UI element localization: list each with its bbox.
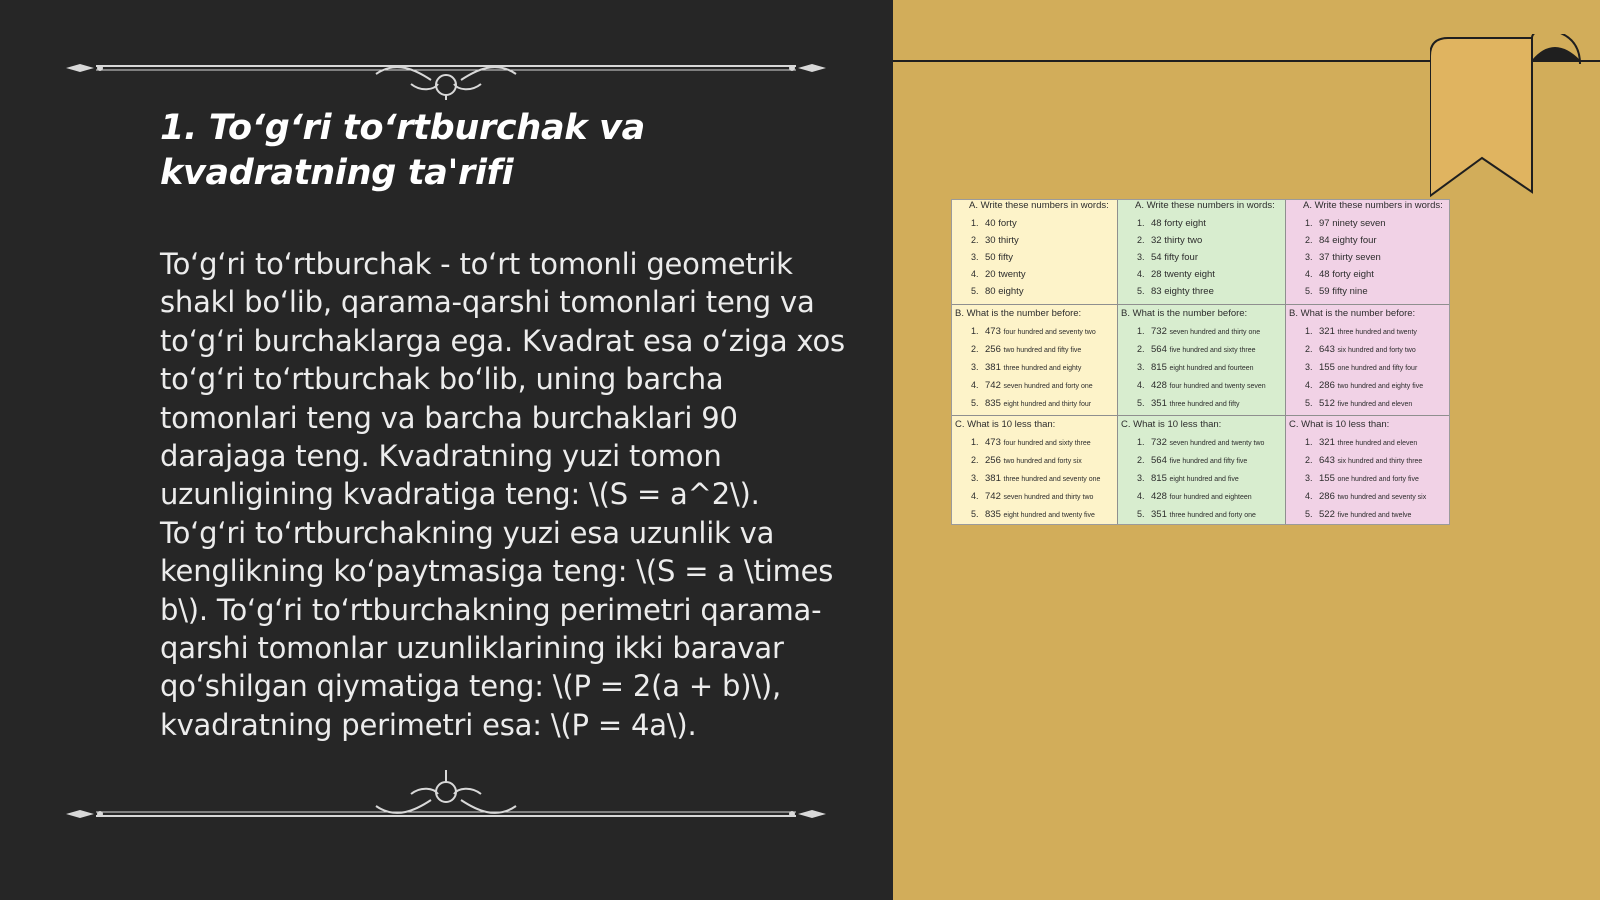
item-value: 742: [985, 380, 1004, 392]
item-number: 5.: [971, 286, 979, 297]
worksheet-item: [955, 266, 1114, 283]
item-number: 3.: [1137, 252, 1145, 263]
item-number: 5.: [1305, 398, 1313, 409]
worksheet-item: [1289, 323, 1448, 341]
item-number: 5.: [971, 398, 979, 409]
item-words: six hundred and thirty three: [1337, 458, 1423, 466]
worksheet-item: [1121, 249, 1282, 266]
worksheet-item: [1289, 341, 1448, 359]
item-number: 3.: [971, 473, 979, 484]
worksheet-item: [1121, 434, 1282, 452]
item-number: 4.: [1305, 380, 1313, 391]
worksheet-item: [1121, 395, 1282, 413]
slide-title: 1. To‘g‘ri to‘rtburchak va kvadratning ta'rifi: [160, 108, 646, 193]
item-number: 4.: [971, 380, 979, 391]
item-value: 473: [985, 326, 1004, 337]
item-number: 1.: [1305, 326, 1313, 336]
worksheet-cell: [1118, 200, 1286, 305]
item-words: seven hundred and twenty two: [1169, 440, 1265, 447]
worksheet-item: [1121, 506, 1282, 524]
item-value: 351: [1151, 509, 1170, 521]
item-value: 32: [1151, 235, 1165, 247]
worksheet-item: [955, 395, 1114, 413]
item-number: 3.: [1137, 473, 1145, 484]
worksheet-cell: [952, 305, 1118, 416]
item-number: 3.: [1305, 473, 1313, 484]
worksheet-item: [955, 377, 1114, 395]
item-number: 5.: [1137, 398, 1145, 409]
item-number: 2.: [1305, 235, 1313, 246]
item-value: 155: [1319, 473, 1338, 485]
item-words: twenty: [998, 269, 1026, 281]
item-value: 20: [985, 269, 999, 281]
worksheet-item: [1121, 377, 1282, 395]
item-words: three hundred and eleven: [1337, 440, 1418, 447]
item-number: 4.: [971, 491, 979, 502]
worksheet-item: [1289, 452, 1448, 470]
item-number: 4.: [1137, 269, 1145, 280]
item-words: one hundred and fifty four: [1337, 365, 1418, 373]
item-words: three hundred and forty one: [1169, 512, 1256, 520]
worksheet-cell: [1286, 416, 1450, 525]
item-value: 59: [1319, 286, 1333, 298]
item-value: 522: [1319, 509, 1338, 521]
item-number: 3.: [1305, 252, 1313, 263]
item-value: 643: [1319, 455, 1338, 467]
item-number: 1.: [1137, 326, 1145, 336]
worksheet-heading: B. What is the number before:: [955, 308, 1082, 319]
item-value: 815: [1151, 362, 1170, 374]
number-worksheet-image: [951, 199, 1450, 525]
item-value: 48: [1151, 218, 1165, 229]
item-value: 80: [985, 286, 999, 298]
worksheet-item: [1289, 434, 1448, 452]
item-value: 256: [985, 344, 1004, 356]
worksheet-item: [955, 249, 1114, 266]
item-number: 2.: [971, 235, 979, 246]
worksheet-cell: [1118, 416, 1286, 525]
item-number: 3.: [971, 362, 979, 373]
worksheet-item: [1121, 266, 1282, 283]
worksheet-cell: [1286, 200, 1450, 305]
bottom-ornament-divider: [66, 770, 826, 830]
worksheet-item: [955, 323, 1114, 341]
item-words: four hundred and seventy two: [1003, 329, 1096, 336]
item-words: seven hundred and thirty one: [1169, 329, 1261, 336]
item-number: 4.: [1305, 269, 1313, 280]
worksheet-item: [1289, 377, 1448, 395]
item-words: eight hundred and fourteen: [1169, 365, 1254, 373]
item-number: 2.: [1137, 455, 1145, 466]
item-words: one hundred and forty five: [1337, 476, 1419, 484]
worksheet-item: [955, 488, 1114, 506]
item-value: 155: [1319, 362, 1338, 374]
item-words: four hundred and sixty three: [1003, 440, 1091, 447]
item-value: 428: [1151, 380, 1170, 392]
item-number: 1.: [971, 326, 979, 336]
worksheet-item: [1289, 488, 1448, 506]
item-words: eight hundred and twenty five: [1003, 512, 1095, 520]
item-number: 2.: [1137, 235, 1145, 246]
item-words: fifty: [998, 252, 1013, 264]
worksheet-item: [955, 232, 1114, 249]
item-number: 3.: [1305, 362, 1313, 373]
item-value: 286: [1319, 380, 1338, 392]
item-value: 381: [985, 473, 1004, 485]
item-number: 1.: [1137, 218, 1145, 228]
item-number: 2.: [971, 344, 979, 355]
worksheet-item: [955, 434, 1114, 452]
worksheet-item: [1289, 266, 1448, 283]
item-words: eighty three: [1164, 286, 1214, 298]
worksheet-cell: [952, 200, 1118, 305]
item-number: 5.: [1137, 286, 1145, 297]
item-value: 37: [1319, 252, 1333, 264]
worksheet-cell: [1286, 305, 1450, 416]
item-value: 97: [1319, 218, 1333, 229]
worksheet-item: [1289, 506, 1448, 524]
worksheet-item: [1289, 395, 1448, 413]
item-value: 50: [985, 252, 999, 264]
item-number: 2.: [1137, 344, 1145, 355]
item-value: 321: [1319, 326, 1338, 337]
item-words: three hundred and twenty: [1337, 329, 1417, 336]
worksheet-heading: B. What is the number before:: [1289, 308, 1416, 319]
item-value: 83: [1151, 286, 1165, 298]
item-value: 84: [1319, 235, 1333, 247]
item-words: thirty two: [1164, 235, 1203, 247]
item-number: 5.: [1137, 509, 1145, 520]
item-number: 4.: [1137, 380, 1145, 391]
worksheet-item: [1121, 283, 1282, 300]
worksheet-item: [1121, 452, 1282, 470]
item-words: two hundred and forty six: [1003, 458, 1082, 466]
item-value: 564: [1151, 455, 1170, 467]
slide-body-text: To‘g‘ri to‘rtburchak - to‘rt tomonli geometrik shakl bo‘lib, qarama-qarshi tomonlari teng va to‘g‘ri burchaklarga ega. Kvadrat esa o‘ziga xos to‘g‘ri to‘rtburchak bo‘lib, uning barcha tomonlari teng va barcha burchaklari 90 darajaga teng. Kvadratning yuzi tomon uzunligining kvadratiga teng: \(S = a^2\). To‘g‘ri to‘rtburchakning yuzi esa uzunlik va kenglikning ko‘paytmasiga teng: \(S = a \times b\). To‘g‘ri to‘rtburchakning perimetri qarama-qarshi tomonlar uzunliklarining ikki baravar qo‘shilgan qiymatiga teng: \(P = 2(a + b)\), kvadratning perimetri esa: \(P = 4a\).: [160, 247, 845, 742]
worksheet-item: [955, 506, 1114, 524]
bookmark-ribbon-icon: [1430, 34, 1600, 204]
item-value: 54: [1151, 252, 1165, 264]
item-value: 321: [1319, 437, 1338, 448]
item-number: 2.: [971, 455, 979, 466]
item-words: five hundred and sixty three: [1169, 347, 1256, 355]
item-words: five hundred and fifty five: [1169, 458, 1248, 466]
item-number: 1.: [1137, 437, 1145, 447]
item-words: eight hundred and thirty four: [1003, 401, 1092, 409]
worksheet-item: [1121, 488, 1282, 506]
item-words: three hundred and eighty: [1003, 365, 1082, 373]
item-words: eight hundred and five: [1169, 476, 1239, 484]
item-words: seven hundred and forty one: [1003, 383, 1093, 391]
worksheet-heading: C. What is 10 less than:: [1121, 419, 1222, 430]
item-number: 5.: [1305, 509, 1313, 520]
worksheet-cell: [952, 416, 1118, 525]
item-value: 351: [1151, 398, 1170, 410]
item-number: 1.: [971, 218, 979, 228]
item-value: 286: [1319, 491, 1338, 503]
worksheet-item: [1289, 215, 1448, 232]
item-number: 4.: [1137, 491, 1145, 502]
item-words: twenty eight: [1164, 269, 1215, 281]
item-words: two hundred and eighty five: [1337, 383, 1424, 391]
item-number: 3.: [1137, 362, 1145, 373]
item-words: five hundred and twelve: [1337, 512, 1412, 520]
worksheet-item: [955, 215, 1114, 232]
item-words: ninety seven: [1332, 218, 1386, 229]
worksheet-heading: C. What is 10 less than:: [1289, 419, 1390, 430]
item-number: 1.: [1305, 437, 1313, 447]
worksheet-heading: A. Write these numbers in words:: [969, 200, 1109, 211]
worksheet-item: [1289, 232, 1448, 249]
item-value: 643: [1319, 344, 1338, 356]
item-value: 835: [985, 398, 1004, 410]
item-number: 3.: [971, 252, 979, 263]
item-words: thirty seven: [1332, 252, 1381, 264]
item-value: 473: [985, 437, 1004, 448]
worksheet-item: [1121, 341, 1282, 359]
item-value: 815: [1151, 473, 1170, 485]
worksheet-heading: B. What is the number before:: [1121, 308, 1248, 319]
item-value: 48: [1319, 269, 1333, 281]
worksheet-heading: A. Write these numbers in words:: [1135, 200, 1275, 211]
item-words: five hundred and eleven: [1337, 401, 1413, 409]
item-words: forty eight: [1164, 218, 1206, 229]
item-words: seven hundred and thirty two: [1003, 494, 1094, 502]
item-words: thirty: [998, 235, 1019, 247]
item-number: 4.: [971, 269, 979, 280]
item-value: 381: [985, 362, 1004, 374]
item-words: four hundred and eighteen: [1169, 494, 1252, 502]
item-value: 28: [1151, 269, 1165, 281]
item-number: 5.: [971, 509, 979, 520]
item-words: eighty: [998, 286, 1024, 298]
item-value: 428: [1151, 491, 1170, 503]
worksheet-item: [1289, 249, 1448, 266]
item-words: two hundred and fifty five: [1003, 347, 1082, 355]
item-words: forty: [998, 218, 1017, 229]
worksheet-item: [955, 452, 1114, 470]
worksheet-item: [955, 341, 1114, 359]
item-value: 30: [985, 235, 999, 247]
top-ornament-divider: [66, 40, 826, 100]
worksheet-item: [1289, 283, 1448, 300]
worksheet-item: [955, 470, 1114, 488]
item-value: 835: [985, 509, 1004, 521]
item-words: three hundred and fifty: [1169, 401, 1240, 409]
item-value: 564: [1151, 344, 1170, 356]
worksheet-item: [1121, 470, 1282, 488]
item-number: 5.: [1305, 286, 1313, 297]
worksheet-item: [1121, 359, 1282, 377]
item-value: 512: [1319, 398, 1338, 410]
worksheet-item: [1289, 470, 1448, 488]
item-number: 1.: [971, 437, 979, 447]
worksheet-item: [1121, 215, 1282, 232]
worksheet-heading: A. Write these numbers in words:: [1303, 200, 1443, 211]
item-words: six hundred and forty two: [1337, 347, 1416, 355]
item-number: 4.: [1305, 491, 1313, 502]
item-words: four hundred and twenty seven: [1169, 383, 1266, 391]
worksheet-item: [1289, 359, 1448, 377]
item-value: 40: [985, 218, 999, 229]
item-words: fifty four: [1164, 252, 1199, 264]
worksheet-item: [1121, 232, 1282, 249]
item-words: eighty four: [1332, 235, 1377, 247]
worksheet-item: [1121, 323, 1282, 341]
worksheet-cell: [1118, 305, 1286, 416]
worksheet-item: [955, 283, 1114, 300]
item-value: 742: [985, 491, 1004, 503]
item-value: 732: [1151, 437, 1170, 448]
item-number: 2.: [1305, 455, 1313, 466]
worksheet-heading: C. What is 10 less than:: [955, 419, 1056, 430]
item-value: 256: [985, 455, 1004, 467]
item-words: three hundred and seventy one: [1003, 476, 1101, 484]
item-words: forty eight: [1332, 269, 1374, 281]
item-number: 2.: [1305, 344, 1313, 355]
item-value: 732: [1151, 326, 1170, 337]
item-words: two hundred and seventy six: [1337, 494, 1427, 502]
item-words: fifty nine: [1332, 286, 1368, 298]
item-number: 1.: [1305, 218, 1313, 228]
worksheet-item: [955, 359, 1114, 377]
